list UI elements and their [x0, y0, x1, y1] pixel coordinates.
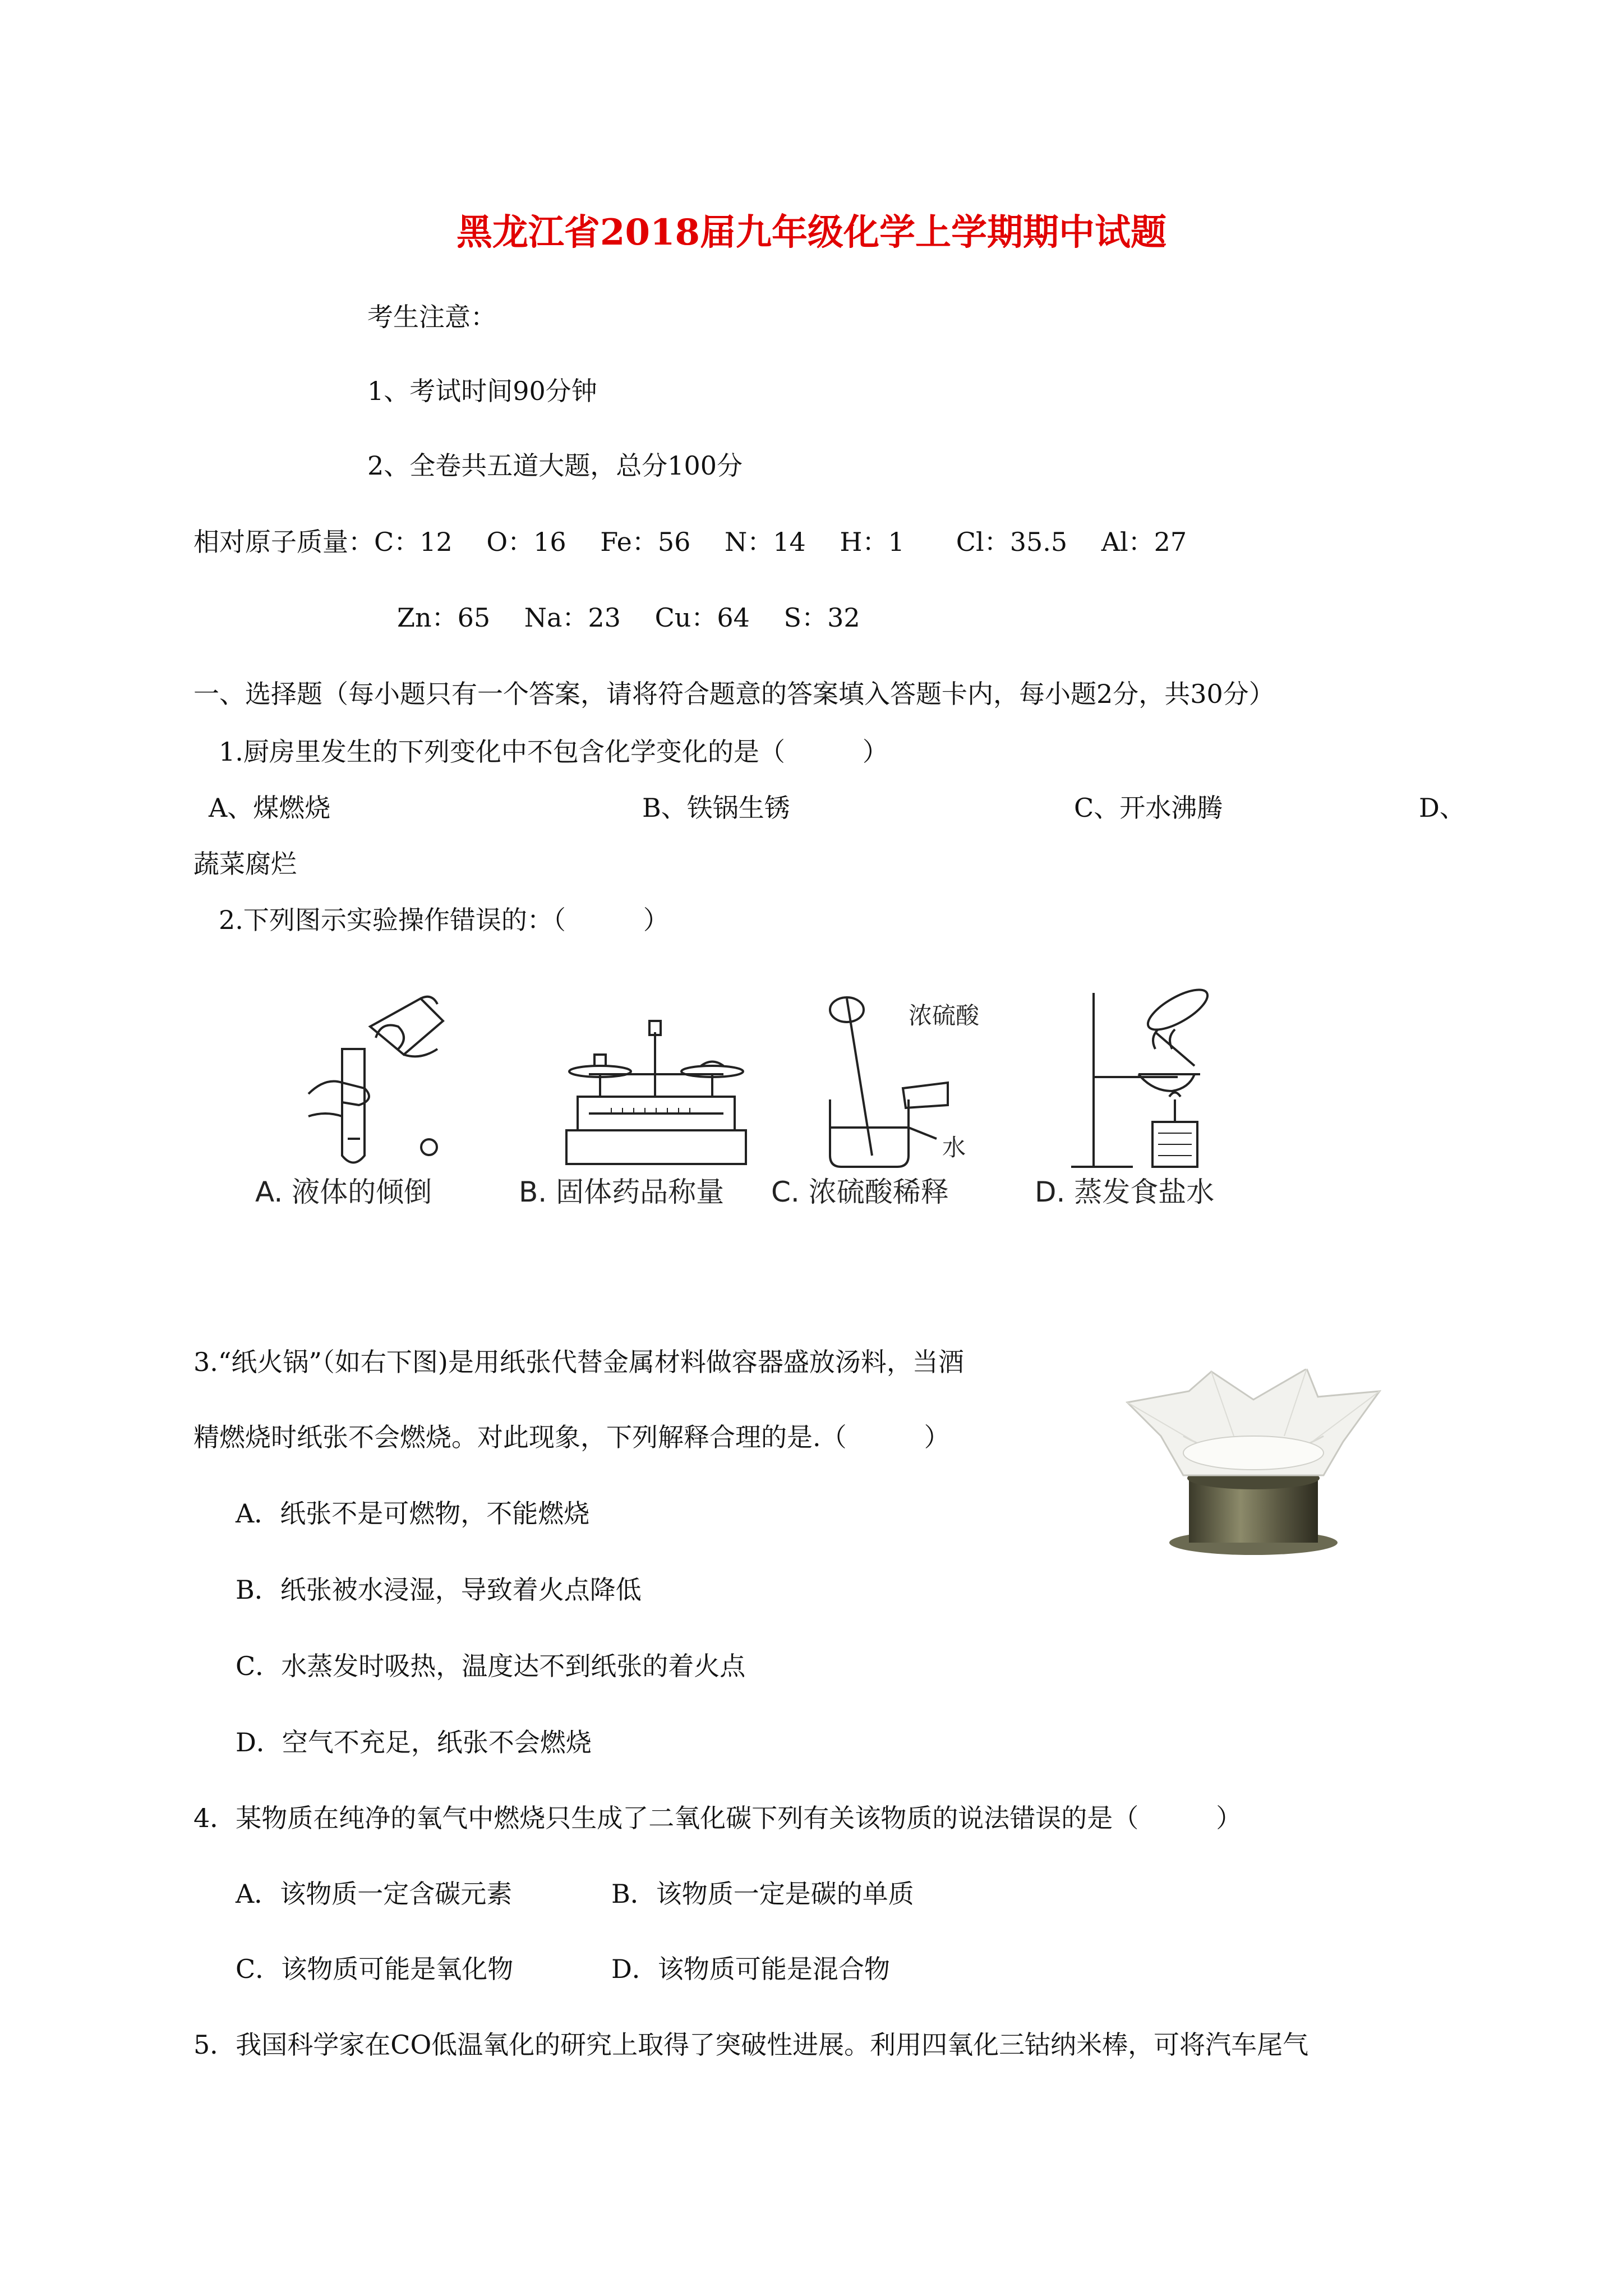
atomic-mass-line1: 相对原子质量：C：12 O：16 Fe：56 N：14 H：1 Cl：35.5 Al：27	[193, 527, 1187, 557]
q3-option-c: C．水蒸发时吸热，温度达不到纸张的着火点	[236, 1651, 746, 1681]
notice-heading: 考生注意：	[367, 302, 496, 332]
evaporation-figure	[1060, 987, 1228, 1172]
caption-a: A. 液体的倾倒	[255, 1176, 432, 1208]
q3-option-d: D．空气不充足，纸张不会燃烧	[236, 1727, 592, 1757]
notice-score: 2、全卷共五道大题，总分100分	[367, 450, 743, 481]
q3-option-b: B．纸张被水浸湿，导致着火点降低	[236, 1575, 642, 1605]
q4-option-d: D．该物质可能是混合物	[611, 1954, 890, 1984]
acid-dilution-figure	[808, 987, 987, 1172]
atomic-mass-line2: Zn：65 Na：23 Cu：64 S：32	[397, 602, 860, 633]
q3-stem-line2: 精燃烧时纸张不会燃烧。对此现象，下列解释合理的是.（ ）	[193, 1422, 950, 1452]
paper-hotpot-image	[1122, 1369, 1385, 1559]
q1-option-c: C、开水沸腾	[1074, 793, 1223, 823]
q4-option-b: B．该物质一定是碳的单质	[611, 1879, 914, 1909]
q1-option-d: D、	[1419, 793, 1465, 823]
q4-stem: 4．某物质在纯净的氧气中燃烧只生成了二氧化碳下列有关该物质的说法错误的是（ ）	[193, 1803, 1242, 1833]
q4-option-a: A．该物质一定含碳元素	[236, 1879, 513, 1909]
q1-option-d-cont: 蔬菜腐烂	[193, 849, 297, 879]
balance-weighing-figure	[555, 1010, 757, 1172]
q2-stem: 2.下列图示实验操作错误的：（ ）	[219, 905, 669, 935]
caption-c: C. 浓硫酸稀释	[771, 1176, 949, 1208]
q1-stem: 1.厨房里发生的下列变化中不包含化学变化的是（ ）	[219, 737, 888, 767]
caption-d: D. 蒸发食盐水	[1035, 1176, 1215, 1208]
section1-heading: 一、选择题（每小题只有一个答案，请将符合题意的答案填入答题卡内，每小题2分，共30分）	[193, 679, 1275, 709]
q5-stem: 5．我国科学家在CO低温氧化的研究上取得了突破性进展。利用四氧化三钴纳米棒，可将汽车尾气	[193, 2030, 1309, 2060]
caption-b: B. 固体药品称量	[519, 1176, 725, 1208]
page-title: 黑龙江省2018届九年级化学上学期期中试题	[456, 211, 1167, 254]
q4-option-c: C．该物质可能是氧化物	[236, 1954, 514, 1984]
q1-option-a: A、煤燃烧	[209, 793, 331, 823]
q3-stem-line1: 3.“纸火锅”（如右下图)是用纸张代替金属材料做容器盛放汤料，当酒	[193, 1347, 964, 1377]
notice-time: 1、考试时间90分钟	[367, 376, 597, 406]
q1-option-b: B、铁锅生锈	[642, 793, 790, 823]
water-label: 水	[942, 1134, 966, 1161]
q3-option-a: A．纸张不是可燃物，不能燃烧	[236, 1498, 590, 1529]
acid-label: 浓硫酸	[909, 1002, 980, 1029]
liquid-pouring-figure	[292, 987, 460, 1172]
